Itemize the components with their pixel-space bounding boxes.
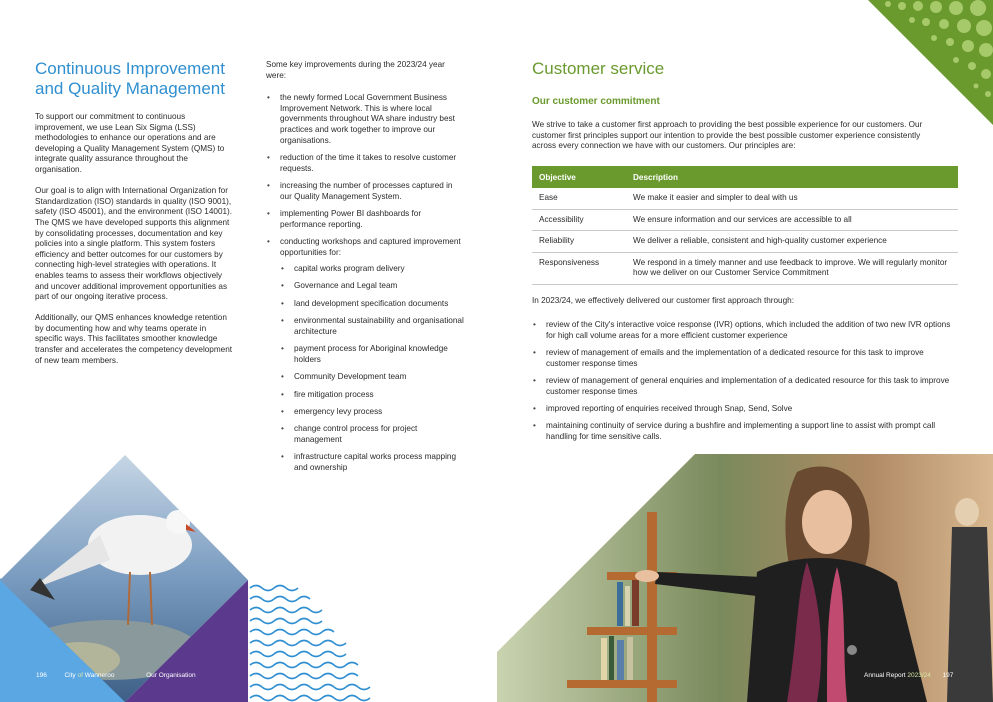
- column-header: Description: [626, 166, 958, 188]
- report-name: Annual Report: [864, 672, 906, 679]
- page-number: 196: [36, 672, 47, 679]
- list-item: • capital works program delivery: [294, 264, 464, 275]
- list-item: • review of management of emails and the implementation of a dedicated resource for this task to improve customer response times: [546, 348, 958, 369]
- list-item: • the newly formed Local Government Business Improvement Network. This is where local governments throughout WA share industry best practices and work together to improve our organisations.: [280, 93, 464, 146]
- table-row: [532, 188, 958, 209]
- list-item: • implementing Power BI dashboards for performance reporting.: [280, 209, 464, 230]
- list-item: • change control process for project management: [294, 424, 464, 445]
- page-title-customer-service: Customer service: [532, 59, 665, 78]
- table-cell: We deliver a reliable, consistent and high-quality customer experience: [626, 231, 958, 253]
- list-item: • Community Development team: [294, 372, 464, 383]
- delivered-intro: In 2023/24, we effectively delivered our customer first approach through:: [532, 296, 794, 305]
- table-cell: Ease: [532, 188, 626, 209]
- list-item: • conducting workshops and captured improvement opportunities for: • capital works program delivery • Governance and Legal team • land development specification documents • environmental sustainability and organisational architecture • payment process for Aboriginal knowledge holders • Community Development team • fire mitigation process • emergency levy process • change control process for project management • infrastructure capital works process mapping and ownership: [280, 237, 464, 474]
- table-cell: Responsiveness: [532, 252, 626, 284]
- section-subtitle: Our customer commitment: [532, 96, 660, 107]
- table-row: [532, 252, 958, 284]
- list-item: • land development specification documents: [294, 299, 464, 310]
- improvements-list: [266, 93, 464, 473]
- table-row: [532, 209, 958, 231]
- list-item: • environmental sustainability and organisational architecture: [294, 316, 464, 337]
- list-item: • review of the City's interactive voice response (IVR) options, which included the addition of two new IVR options for high call volume areas for a more efficient customer experience: [546, 320, 958, 341]
- left-footer: [36, 672, 196, 679]
- principles-table: [532, 166, 958, 285]
- org-name: City of Wanneroo: [64, 672, 115, 679]
- list-item: • Governance and Legal team: [294, 281, 464, 292]
- table-cell: We ensure information and our services are accessible to all: [626, 209, 958, 231]
- table-cell: Reliability: [532, 231, 626, 253]
- paragraph: Our goal is to align with International Organization for Standardization (ISO) standards in quality (ISO 9001), safety (ISO 45001), and the environment (ISO 14001). The QMS we have developed supports this alignment by consolidating processes, documentation and key policies into a single platform. This system fosters efficiency and better outcomes for our customers by connecting high-level strategies with operations. It enables teams to assess their workflows objectively and uncover additional improvement opportunities as part of our ongoing iterative process.: [35, 186, 233, 302]
- intro-paragraph: We strive to take a customer first approach to providing the best possible experience for our customers. Our customer first principles support our intention to provide the best possible customer experience consistently across every connection we have with our customers. Our principles are:: [532, 120, 923, 151]
- list-item: • maintaining continuity of service during a bushfire and implementing a support line to assist with prompt call handling for time sensitive calls.: [546, 421, 958, 442]
- report-year: 2023/24: [907, 672, 931, 679]
- page-title-continuous-improvement: Continuous Improvement and Quality Management: [35, 59, 225, 98]
- list-item: • infrastructure capital works process mapping and ownership: [294, 452, 464, 473]
- table-cell: We make it easier and simpler to deal with us: [626, 188, 958, 209]
- list-item: • fire mitigation process: [294, 390, 464, 401]
- list-item: • emergency levy process: [294, 407, 464, 418]
- library-photo: [497, 452, 993, 702]
- right-footer: [864, 672, 953, 679]
- list-item: • payment process for Aboriginal knowledge holders: [294, 344, 464, 365]
- column-header: Objective: [532, 166, 626, 188]
- improvements-intro: Some key improvements during the 2023/24 year were:: [266, 60, 445, 80]
- page-number: 197: [942, 672, 954, 679]
- list-item: • review of management of general enquiries and implementation of a dedicated resource for this task to improve customer response times: [546, 376, 958, 397]
- section-name: Our Organisation: [146, 672, 196, 679]
- delivered-list: [532, 320, 958, 449]
- workshop-list: [280, 264, 464, 473]
- table-cell: We respond in a timely manner and use feedback to improve. We will regularly monitor how we deliver on our Customer Service Commitment: [626, 252, 958, 284]
- improvements-column: [266, 60, 464, 480]
- list-item: • reduction of the time it takes to resolve customer requests.: [280, 153, 464, 174]
- left-body-column: [35, 112, 233, 366]
- list-item: • increasing the number of processes captured in our Quality Management System.: [280, 181, 464, 202]
- table-row: [532, 231, 958, 253]
- list-item: • improved reporting of enquiries received through Snap, Send, Solve: [546, 404, 958, 415]
- green-dots-corner: [868, 0, 993, 125]
- paragraph: Additionally, our QMS enhances knowledge retention by documenting how and why teams operate in specific ways. This facilitates smoother knowledge transfer and accelerates the competency development of new team members.: [35, 313, 233, 365]
- left-decorative-artwork: [0, 450, 380, 702]
- table-cell: Accessibility: [532, 209, 626, 231]
- table-header-row: [532, 166, 958, 188]
- wave-pattern: [250, 586, 370, 701]
- paragraph: To support our commitment to continuous improvement, we use Lean Six Sigma (LSS) methodologies to enhance our operations and are developing a Quality Management System (QMS) to integrate quality assurance throughout the organisation.: [35, 112, 225, 174]
